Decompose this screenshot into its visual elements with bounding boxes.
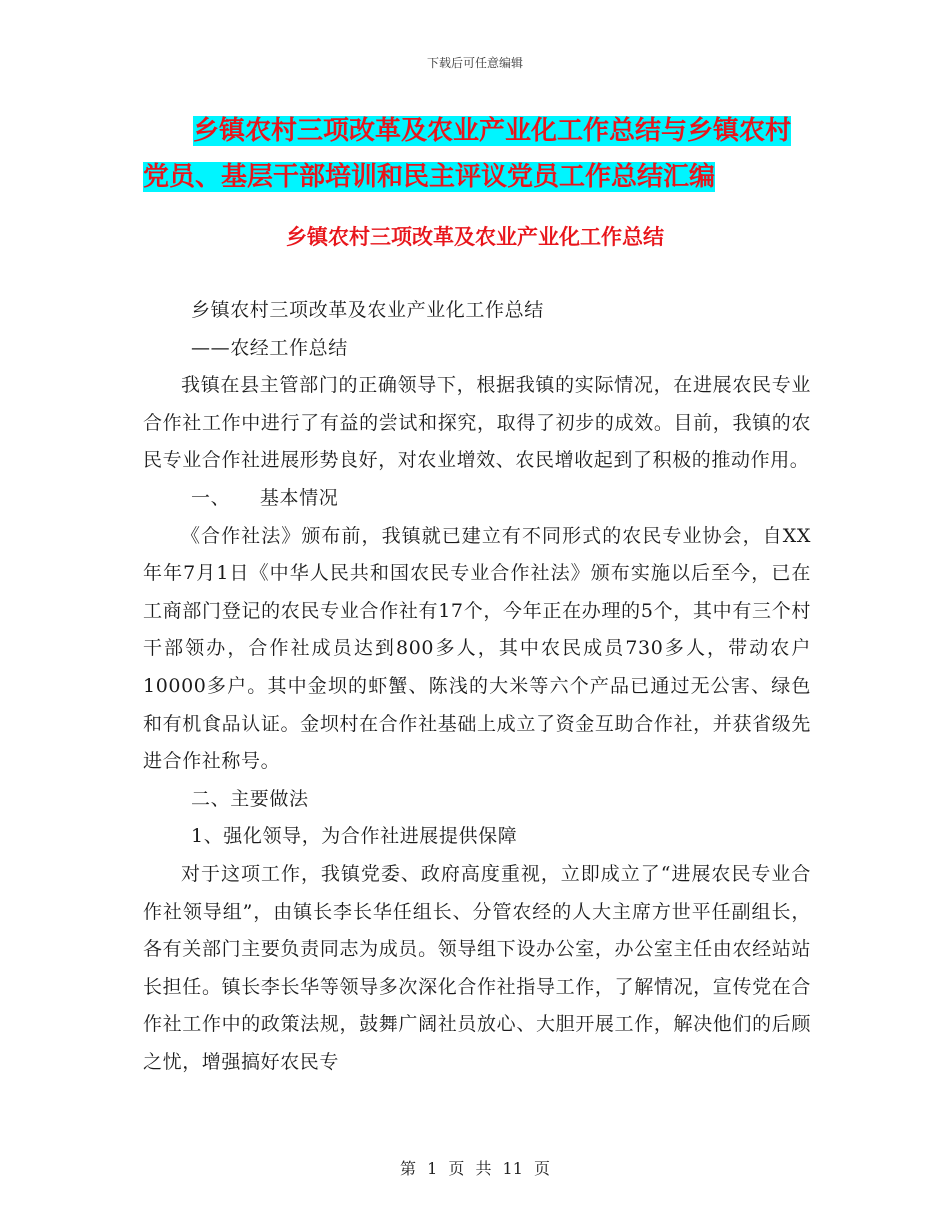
heading-main-practices: 二、主要做法 [191,787,309,810]
section-title: 乡镇农村三项改革及农业产业化工作总结 [286,225,664,249]
paragraph-intro: 我镇在县主管部门的正确领导下，根据我镇的实际情况，在进展农民专业合作社工作中进行了有益的尝试和探究，取得了初步的成效。目前，我镇的农民专业合作社进展形势良好，对农业增效、农民增收起到了积极的推动作用。 [143,374,811,472]
paragraph-basic-situation: 《合作社法》颁布前，我镇就已建立有不同形式的农民专业协会，自XX年年7月1日《中华人民共和国农民专业合作社法》颁布实施以后至今，已在工商部门登记的农民专业合作社有17个，今年正在办理的5个，其中有三个村干部领办，合作社成员达到800多人，其中农民成员730多人，带动农户10000多户。其中金坝的虾蟹、陈浅的大米等六个产品已通过无公害、绿色和有机食品认证。金坝村在合作社基础上成立了资金互助合作社，并获省级先进合作社称号。 [143,524,811,773]
page-footer: 第 1 页 共 11 页 [400,1159,550,1178]
title-highlight-1: 乡镇农村三项改革及农业产业化工作总结与乡镇农村 [193,116,792,146]
paragraph-subtitle-2: ——农经工作总结 [191,336,348,359]
document-title-line-2 [143,154,823,200]
title-highlight-2: 党员、基层干部培训和民主评议党员工作总结汇编 [143,162,716,192]
heading-basic-situation: 一、 基本情况 [191,486,339,509]
paragraph-leadership: 对于这项工作，我镇党委、政府高度重视，立即成立了“进展农民专业合作社领导组”，由镇长李长华任组长、分管农经的人大主席方世平任副组长，各有关部门主要负责同志为成员。领导组下设办公室，办公室主任由农经站站长担任。镇长李长华等领导多次深化合作社指导工作，了解情况，宣传党在合作社工作中的政策法规，鼓舞广阔社员放心、大胆开展工作，解决他们的后顾之忧，增强搞好农民专 [143,862,811,1073]
heading-strengthen-leadership: 1、强化领导，为合作社进展提供保障 [191,825,518,848]
paragraph-subtitle: 乡镇农村三项改革及农业产业化工作总结 [191,299,544,321]
document-title [143,108,823,200]
document-body [143,292,811,1081]
header-note: 下载后可任意编辑 [426,56,523,70]
document-title-line-1 [143,108,823,154]
